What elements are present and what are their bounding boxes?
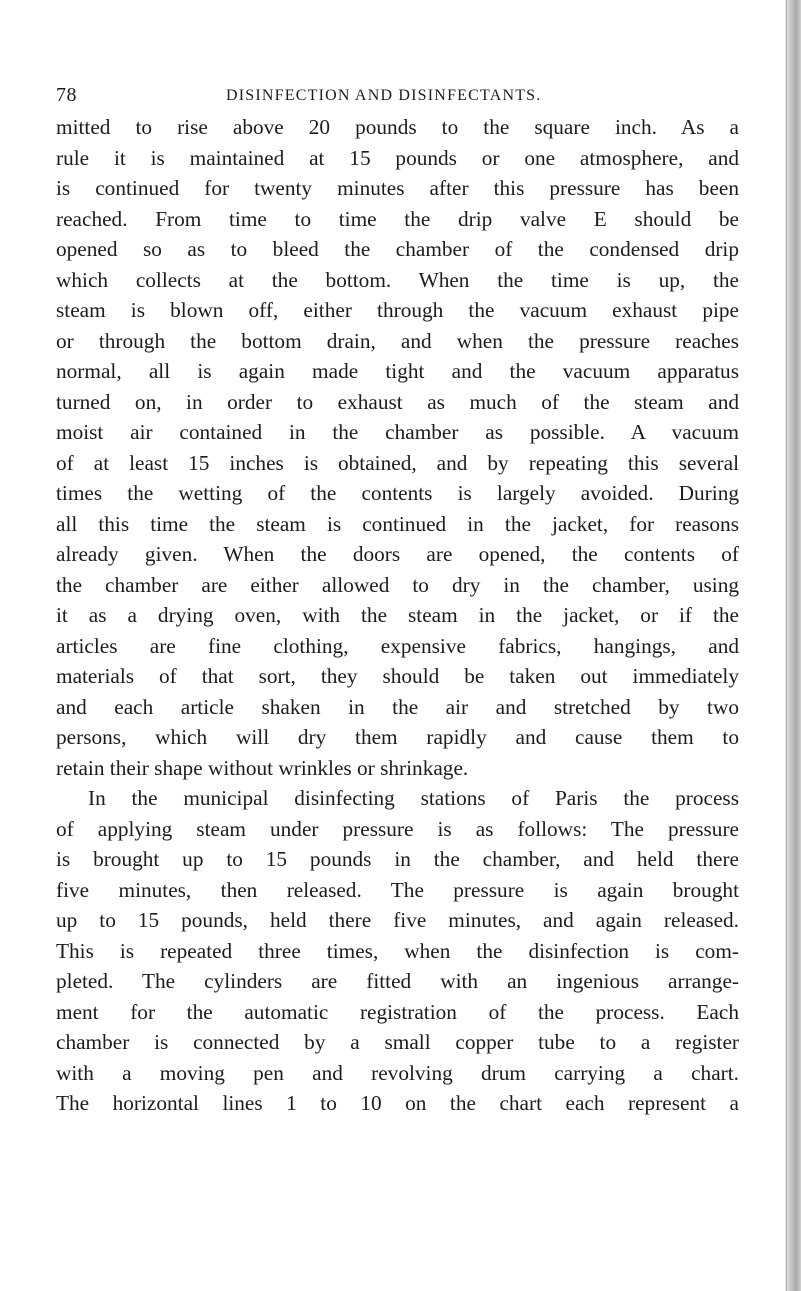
- text-line: The horizontal lines 1 to 10 on the chart each represent a: [56, 1091, 739, 1115]
- page-edge-shadow: [785, 0, 801, 1291]
- text-line: ment for the automatic registration of the process. Each: [56, 999, 739, 1024]
- text-line: mitted to rise above 20 pounds to the square inch. As a: [56, 115, 739, 139]
- text-line: of applying steam under pressure is as follows: The pressure: [56, 816, 739, 841]
- text-line: with a moving pen and revolving drum carrying a chart.: [56, 1060, 739, 1085]
- text-line: chamber is connected by a small copper tube to a register: [56, 1030, 739, 1054]
- text-line: or through the bottom drain, and when the pressure reaches: [56, 328, 739, 353]
- text-line: times the wetting of the contents is largely avoided. During: [56, 481, 739, 505]
- paragraph: [56, 783, 739, 1119]
- text-line: materials of that sort, they should be taken out immediately: [56, 664, 739, 688]
- text-line: five minutes, then released. The pressure is again brought: [56, 877, 739, 902]
- page-number: 78: [56, 84, 77, 106]
- text-line: up to 15 pounds, held there five minutes, and again released.: [56, 908, 739, 932]
- text-line: is brought up to 15 pounds in the chamber, and held there: [56, 847, 739, 871]
- text-line: persons, which will dry them rapidly and cause them to: [56, 725, 739, 749]
- text-line: already given. When the doors are opened, the contents of: [56, 542, 739, 566]
- text-line: normal, all is again made tight and the vacuum apparatus: [56, 359, 739, 383]
- text-line: articles are fine clothing, expensive fabrics, hangings, and: [56, 633, 739, 658]
- running-head: DISINFECTION AND DISINFECTANTS.: [226, 87, 542, 104]
- paragraph: [56, 112, 739, 783]
- text-line: opened so as to bleed the chamber of the condensed drip: [56, 237, 739, 261]
- text-line: retain their shape without wrinkles or shrinkage.: [56, 755, 469, 780]
- text-line: all this time the steam is continued in the jacket, for reasons: [56, 511, 739, 536]
- text-line: This is repeated three times, when the disinfection is com-: [56, 938, 739, 963]
- text-line: and each article shaken in the air and stretched by two: [56, 694, 739, 719]
- page-edge-line: [786, 0, 787, 1291]
- text-line: is continued for twenty minutes after this pressure has been: [56, 176, 739, 200]
- page-header: [56, 84, 736, 108]
- text-line: turned on, in order to exhaust as much of the steam and: [56, 389, 739, 414]
- text-line: pleted. The cylinders are fitted with an ingenious arrange-: [56, 969, 739, 993]
- text-line: which collects at the bottom. When the time is up, the: [56, 267, 739, 292]
- text-line: reached. From time to time the drip valve E should be: [56, 206, 739, 231]
- text-line: In the municipal disinfecting stations of Paris the process: [88, 786, 739, 810]
- body-text: [56, 112, 739, 1119]
- text-line: moist air contained in the chamber as possible. A vacuum: [56, 420, 739, 444]
- text-line: of at least 15 inches is obtained, and by repeating this several: [56, 450, 739, 475]
- text-line: steam is blown off, either through the vacuum exhaust pipe: [56, 298, 739, 322]
- text-line: the chamber are either allowed to dry in the chamber, using: [56, 572, 739, 597]
- text-line: rule it is maintained at 15 pounds or one atmosphere, and: [56, 145, 739, 170]
- text-line: it as a drying oven, with the steam in the jacket, or if the: [56, 603, 739, 627]
